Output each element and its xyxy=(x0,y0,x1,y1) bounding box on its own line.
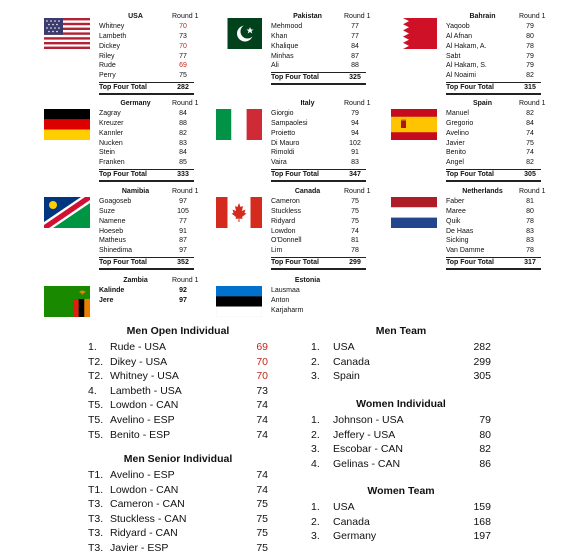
table-row: Al Noaimi 82 xyxy=(446,72,534,80)
team-total: Top Four Total 352 xyxy=(99,257,194,270)
table-row: Kreuzer 88 xyxy=(99,119,187,127)
team-name: Spain xyxy=(472,100,493,107)
team-table xyxy=(99,276,199,306)
table-row: Minhas 87 xyxy=(271,52,359,60)
table-row: Yaqoob 79 xyxy=(446,22,534,30)
team-total: Top Four Total 325 xyxy=(271,72,366,85)
team-total: Top Four Total 305 xyxy=(446,169,541,182)
table-row: Khan 77 xyxy=(271,32,359,40)
table-row: Kannler 82 xyxy=(99,129,187,137)
result-row: 3. Germany 197 xyxy=(311,530,491,543)
netherlands-flag-icon xyxy=(391,197,437,228)
table-row: Karjaharm xyxy=(271,306,304,314)
team-table xyxy=(446,12,546,95)
table-row: Lim 78 xyxy=(271,247,359,255)
table-row: Kalinde 92 xyxy=(99,286,187,294)
result-row: T2. Dikey - USA 70 xyxy=(88,355,268,368)
table-row: Perry 75 xyxy=(99,72,187,80)
section-men-senior-individual xyxy=(88,450,268,556)
table-row: Gregorio 84 xyxy=(446,119,534,127)
table-row: Dickey 70 xyxy=(99,42,187,50)
result-row: 2. Canada 299 xyxy=(311,355,491,368)
result-row: T2. Whitney - USA 70 xyxy=(88,370,268,383)
table-row: Khalique 84 xyxy=(271,42,359,50)
table-row: Lowdon 74 xyxy=(271,227,359,235)
table-row: Jere 97 xyxy=(99,296,187,304)
table-row: Faber 81 xyxy=(446,197,534,205)
table-header: Zambia Round 1 xyxy=(99,276,194,286)
table-row: Anton xyxy=(271,296,290,304)
table-row: O'Donnell 81 xyxy=(271,237,359,245)
result-row: T3. Ridyard - CAN 75 xyxy=(88,527,268,540)
team-table xyxy=(99,99,199,182)
team-name: Pakistan xyxy=(293,13,322,20)
table-row: Van Damme 78 xyxy=(446,247,534,255)
result-row: 4. Lambeth - USA 73 xyxy=(88,384,268,397)
table-header: Canada Round 1 xyxy=(271,187,366,197)
team-name: Netherlands xyxy=(462,188,503,195)
team-total: Top Four Total 282 xyxy=(99,82,194,95)
table-row: Stuckless 75 xyxy=(271,207,359,215)
team-total: Top Four Total 315 xyxy=(446,82,541,95)
table-row: Proietto 94 xyxy=(271,129,359,137)
table-row: Whitney 70 xyxy=(99,22,187,30)
result-row: T3. Javier - ESP 75 xyxy=(88,541,268,554)
table-row: Sabt 79 xyxy=(446,52,534,60)
table-header: Italy Round 1 xyxy=(271,99,366,109)
table-row: Zagray 84 xyxy=(99,109,187,117)
section-women-team xyxy=(311,482,491,544)
section-men-open-individual xyxy=(88,322,268,442)
table-row: Shinedima 97 xyxy=(99,247,187,255)
team-table xyxy=(446,99,546,182)
italy-flag-icon xyxy=(216,109,262,140)
result-row: 1. USA 282 xyxy=(311,341,491,353)
table-row: Sicking 83 xyxy=(446,237,534,245)
spain-flag-icon xyxy=(391,109,437,140)
table-row: Ridyard 75 xyxy=(271,217,359,225)
germany-flag-icon xyxy=(44,109,90,140)
result-row: T1. Lowdon - CAN 74 xyxy=(88,483,268,496)
table-header: Namibia Round 1 xyxy=(99,187,194,197)
team-table xyxy=(99,187,199,270)
table-row: Lambeth 73 xyxy=(99,32,187,40)
table-row: Avelino 74 xyxy=(446,129,534,137)
result-row: 3. Escobar - CAN 82 xyxy=(311,443,491,456)
team-table xyxy=(271,12,371,85)
team-name: Zambia xyxy=(123,277,148,284)
result-row: T1. Avelino - ESP 74 xyxy=(88,469,268,481)
table-row: De Haas 83 xyxy=(446,227,534,235)
result-row: 4. Gelinas - CAN 86 xyxy=(311,457,491,470)
table-header: USA Round 1 xyxy=(99,12,194,22)
section-title: Men Open Individual xyxy=(126,325,230,337)
table-row: Benito 74 xyxy=(446,149,534,157)
team-name: Estonia xyxy=(294,277,321,284)
table-row: Al Afnan 80 xyxy=(446,32,534,40)
team-table xyxy=(446,187,546,270)
table-header: Netherlands Round 1 xyxy=(446,187,541,197)
section-title: Women Team xyxy=(367,485,435,497)
team-name: Canada xyxy=(294,188,321,195)
table-row: Maree 80 xyxy=(446,207,534,215)
table-row: Riley 77 xyxy=(99,52,187,60)
table-row: Mehmood 77 xyxy=(271,22,359,30)
table-row: Goagoseb 97 xyxy=(99,197,187,205)
team-name: Germany xyxy=(120,100,151,107)
team-total: Top Four Total 333 xyxy=(99,169,194,182)
table-row: Quik 78 xyxy=(446,217,534,225)
table-row: Franken 85 xyxy=(99,159,187,167)
namibia-flag-icon xyxy=(44,197,90,228)
usa-flag-icon xyxy=(44,18,90,49)
table-row: Rimoldi 91 xyxy=(271,149,359,157)
section-title: Women Individual xyxy=(356,398,446,410)
result-row: T5. Lowdon - CAN 74 xyxy=(88,399,268,412)
team-table xyxy=(271,276,366,316)
table-header: Germany Round 1 xyxy=(99,99,194,109)
table-row: Namene 77 xyxy=(99,217,187,225)
result-row: 3. Spain 305 xyxy=(311,370,491,383)
bahrain-flag-icon xyxy=(391,18,437,49)
table-header: Pakistan Round 1 xyxy=(271,12,366,22)
table-header xyxy=(271,276,366,286)
table-row: Manuel 82 xyxy=(446,109,534,117)
table-header: Spain Round 1 xyxy=(446,99,541,109)
result-row: 1. Johnson - USA 79 xyxy=(311,414,491,426)
table-row: Al Hakam, S. 79 xyxy=(446,62,534,70)
table-header: Bahrain Round 1 xyxy=(446,12,541,22)
result-row: 1. USA 159 xyxy=(311,501,491,513)
estonia-flag-icon xyxy=(216,286,262,317)
section-title: Men Senior Individual xyxy=(123,453,233,465)
table-row: Matheus 87 xyxy=(99,237,187,245)
result-row: T5. Benito - ESP 74 xyxy=(88,428,268,441)
table-row: Lausmaa xyxy=(271,286,300,294)
team-table xyxy=(271,99,371,182)
table-row: Vaira 83 xyxy=(271,159,359,167)
pakistan-flag-icon xyxy=(216,18,262,49)
team-name: Bahrain xyxy=(469,13,496,20)
table-row: Rude 69 xyxy=(99,62,187,70)
table-row: Al Hakam, A. 78 xyxy=(446,42,534,50)
result-row: 2. Canada 168 xyxy=(311,515,491,528)
team-name: USA xyxy=(128,13,143,20)
table-row: Di Mauro 102 xyxy=(271,139,361,147)
section-women-individual xyxy=(311,395,491,471)
result-row: T3. Stuckless - CAN 75 xyxy=(88,512,268,525)
team-table xyxy=(99,12,199,95)
section-men-team xyxy=(311,322,491,384)
canada-flag-icon xyxy=(216,197,262,228)
table-row: Hoeseb 91 xyxy=(99,227,187,235)
result-row: 2. Jeffery - USA 80 xyxy=(311,428,491,441)
table-row: Cameron 75 xyxy=(271,197,359,205)
table-row: Giorgio 79 xyxy=(271,109,359,117)
table-row: Nucken 83 xyxy=(99,139,187,147)
result-row: T3. Cameron - CAN 75 xyxy=(88,498,268,511)
section-title: Men Team xyxy=(375,325,427,337)
zambia-flag-icon xyxy=(44,286,90,317)
team-total: Top Four Total 347 xyxy=(271,169,366,182)
table-row: Sampaolesi 94 xyxy=(271,119,359,127)
result-row: T5. Avelino - ESP 74 xyxy=(88,413,268,426)
team-table xyxy=(271,187,371,270)
table-row: Angel 82 xyxy=(446,159,534,167)
team-name: Italy xyxy=(300,100,315,107)
table-row: Javier 75 xyxy=(446,139,534,147)
table-row: Suze 105 xyxy=(99,207,189,215)
result-row: 1. Rude - USA 69 xyxy=(88,341,268,353)
table-row: Ali 88 xyxy=(271,62,359,70)
team-total: Top Four Total 317 xyxy=(446,257,541,270)
team-name: Namibia xyxy=(121,188,150,195)
team-total: Top Four Total 299 xyxy=(271,257,366,270)
table-row: Stein 84 xyxy=(99,149,187,157)
